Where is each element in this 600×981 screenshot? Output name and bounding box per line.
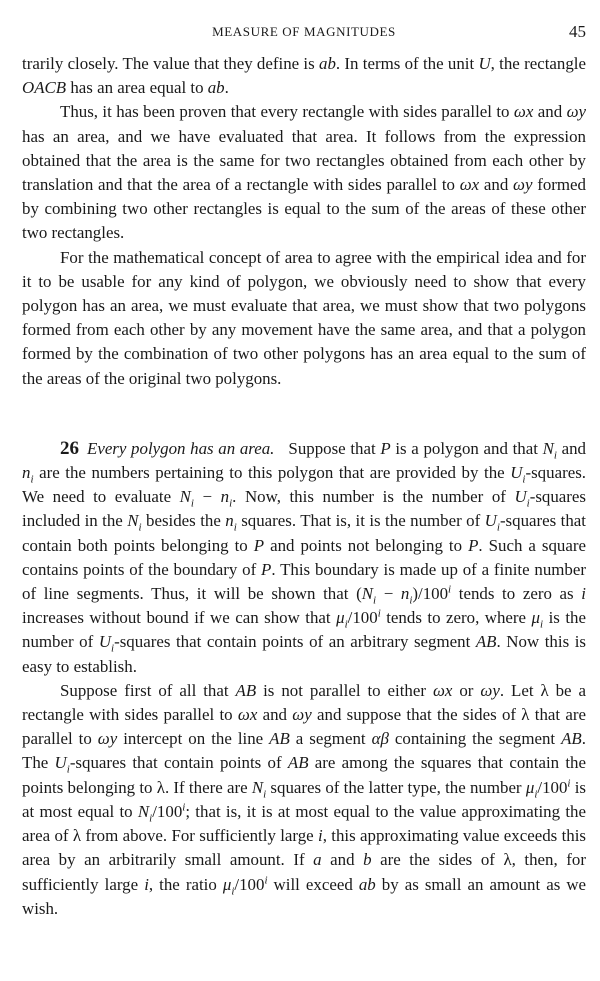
body-text: [22, 52, 586, 921]
paragraph-segment-ab: Suppose first of all that AB is not parallel to either ωx or ωy. Let λ be a rectangle with sides parallel to ωx and ωy and suppose that the sides of λ that are parallel to ωy intercept on the line AB a segment αβ containing the segment AB. The $U_i$-squares that contain points of AB are among the squares that contain the points belonging to λ. If there are $N_i$ squares of the latter type, the number $\mu_i/100^i$ is at most equal to $N_i/100^i$; that is, it is at most equal to the value approximating the area of λ from above. For sufficiently large i, this approximating value exceeds this area by an arbitrarily small amount. If a and b are the sides of λ, then, for sufficiently large i, the ratio $\mu_i/100^i$ will exceed ab by as small an amount as we wish.: [22, 680, 587, 918]
running-title: MEASURE OF MAGNITUDES: [212, 24, 396, 39]
paragraph-continued: trarily closely. The value that they define is ab. In terms of the unit U, the rectangle OACB has an area equal to ab.: [22, 54, 586, 98]
section-title: Every polygon has an area.: [87, 438, 275, 458]
running-head: [22, 22, 586, 44]
section-number: 26: [60, 437, 79, 459]
section-26-text: Suppose that P is a polygon and that $N_i$ and $n_i$ are the numbers pertaining to this polygon that are provided by the $U_i$-squares. We need to evaluate $N_i - n_i$. Now, this number is the number of $U_i$-squares included in the $N_i$ besides the $n_i$ squares. That is, it is the number of $U_i$-squares that contain both points belonging to P and points not belonging to P. Such a square contains points of the boundary of P. This boundary is made up of a finite number of line segments. Thus, it will be shown that $(N_i - n_i)/100^i$ tends to zero as i increases without bound if we can show that $\mu_i/100^i$ tends to zero, where $\mu_i$ is the number of $U_i$-squares that contain points of an arbitrary segment AB. Now this is easy to establish.: [22, 438, 586, 676]
page-number: 45: [569, 22, 586, 41]
paragraph-rectangle-area: Thus, it has been proven that every rectangle with sides parallel to ωx and ωy has an area, and we have evaluated that area. It follows from the expression obtained that the area is the same for two rectangles obtained from each other by translation and that the area of a rectangle with sides parallel to ωx and ωy formed by combining two other rectangles is equal to the sum of the areas of these other two rectangles.: [22, 102, 586, 243]
section-26-paragraph: [22, 437, 586, 679]
paragraph-polygon-concept: For the mathematical concept of area to agree with the empirical idea and for it to be usable for any kind of polygon, we obviously need to show that every polygon has an area, we must evaluate that area, we must show that two polygons formed from each other by any movement have the same area, and that a polygon formed by the combination of two other polygons has an area equal to the sum of the areas of the original two polygons.: [22, 247, 586, 388]
